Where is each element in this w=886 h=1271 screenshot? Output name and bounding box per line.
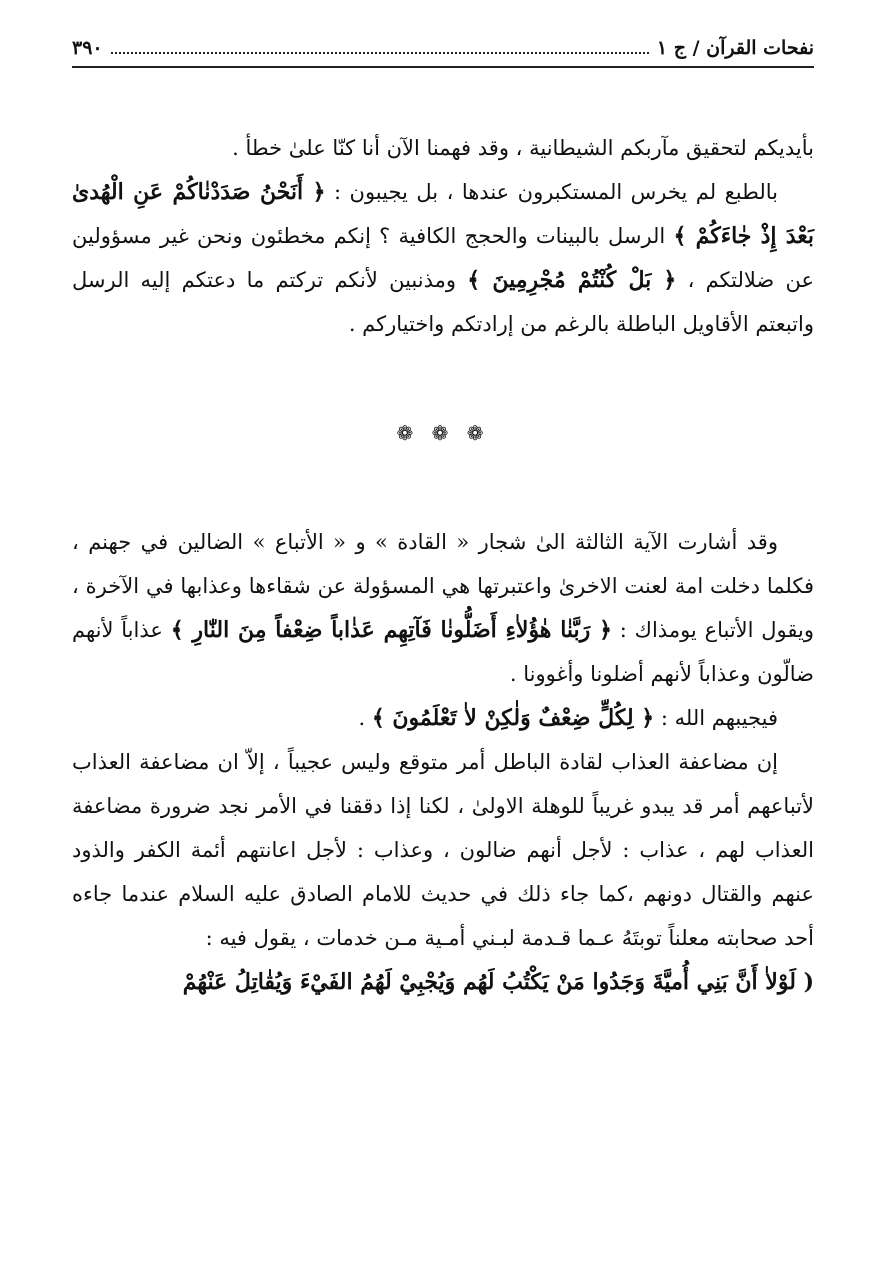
quran-verse: ﴿ بَلْ كُنْتُمْ مُجْرِمِينَ ﴾ — [467, 267, 677, 293]
running-title: نفحات القرآن / ج ١ — [656, 37, 814, 59]
header-rule — [72, 66, 814, 68]
text: فيجيبهم الله : — [660, 706, 778, 730]
paragraph-response — [72, 170, 814, 346]
page-number: ٣٩٠ — [72, 37, 103, 59]
leader-dots — [111, 52, 649, 54]
paragraph-explanation — [72, 740, 814, 960]
quran-verse: ﴿ أَنَحْنُ صَدَدْنٰاكُمْ عَنِ الْهُدىٰ بَعْدَ إِذْ جٰاءَكُمْ ﴾ — [72, 179, 814, 249]
paragraph-third-verse — [72, 520, 814, 696]
section-separator: ❁ ❁ ❁ — [396, 421, 490, 445]
book-page — [72, 30, 814, 1250]
paragraph-continuation — [72, 126, 814, 170]
hadith-text: ( لَوْلاٰ أَنَّ بَنِي أُميَّةَ وَجَدُوا مَنْ يَكْتُبُ لَهُم وَيُجْبِيْ لَهُمُ الفَيْءَ وَيُقٰاتِلُ عَنْهُمْ — [182, 969, 814, 995]
text: . — [358, 706, 366, 730]
hadith-quote — [72, 960, 814, 1004]
continuation-text: بأيديكم لتحقيق مآربكم الشيطانية ، وقد فهمنا الآن أنا كنّا علىٰ خطأ . — [232, 136, 814, 160]
quran-verse: ﴿ رَبَّنٰا هٰؤُلاٰءِ أَضَلُّونٰا فَآتِهِم عَذٰاباً ضِعْفاً مِنَ النّٰارِ ﴾ — [170, 617, 612, 643]
page-header — [72, 30, 814, 60]
text: إن مضاعفة العذاب لقادة الباطل أمر متوقع وليس عجيباً ، إلاّ ان مضاعفة العذاب لأتباعهم أمر قد يبدو غريباً للوهلة الاولىٰ ، لكنا إذا دققنا في الأمر نجد ضرورة مضاعفة العذاب لهم ، عذاب : لأجل أنهم ضالون ، وعذاب : لأجل اعانتهم أئمة الكفر والذود عنهم والقتال دونهم ،كما جاء ذلك في حديث للامام الصادق عليه السلام عندما جاءه أحد صحابته معلناً توبتَهُ عـما قـدمة لبـني أمـية مـن خدمات ، يقول فيه : — [72, 750, 814, 950]
text: عذاباً لأنهم ضالّون وعذاباً لأنهم أضلونا وأغوونا . — [72, 618, 814, 686]
text: بالطبع لم يخرس المستكبرون عندها ، بل يجيبون : — [333, 180, 778, 204]
text: الرسل بالبينات والحجج الكافية ؟ إنكم مخطئون ونحن غير مسؤولين عن ضلالتكم ، — [72, 224, 814, 292]
quran-verse: ﴿ لِكُلٍّ ضِعْفٌ وَلٰكِنْ لاٰ تَعْلَمُونَ ﴾ — [371, 705, 655, 731]
text: وقد أشارت الآية الثالثة الىٰ شجار « القادة » و « الأتباع » الضالين في جهنم ، فكلما دخلت امة لعنت الاخرىٰ واعتبرتها هي المسؤولة عن شقاءها وعذابها في الآخرة ، ويقول الأتباع يومذاك : — [72, 530, 814, 642]
text: ومذنبين لأنكم تركتم ما دعتكم إليه الرسل واتبعتم الأقاويل الباطلة بالرغم من إرادتكم واختياركم . — [72, 268, 814, 336]
paragraph-divine-answer — [72, 696, 814, 740]
